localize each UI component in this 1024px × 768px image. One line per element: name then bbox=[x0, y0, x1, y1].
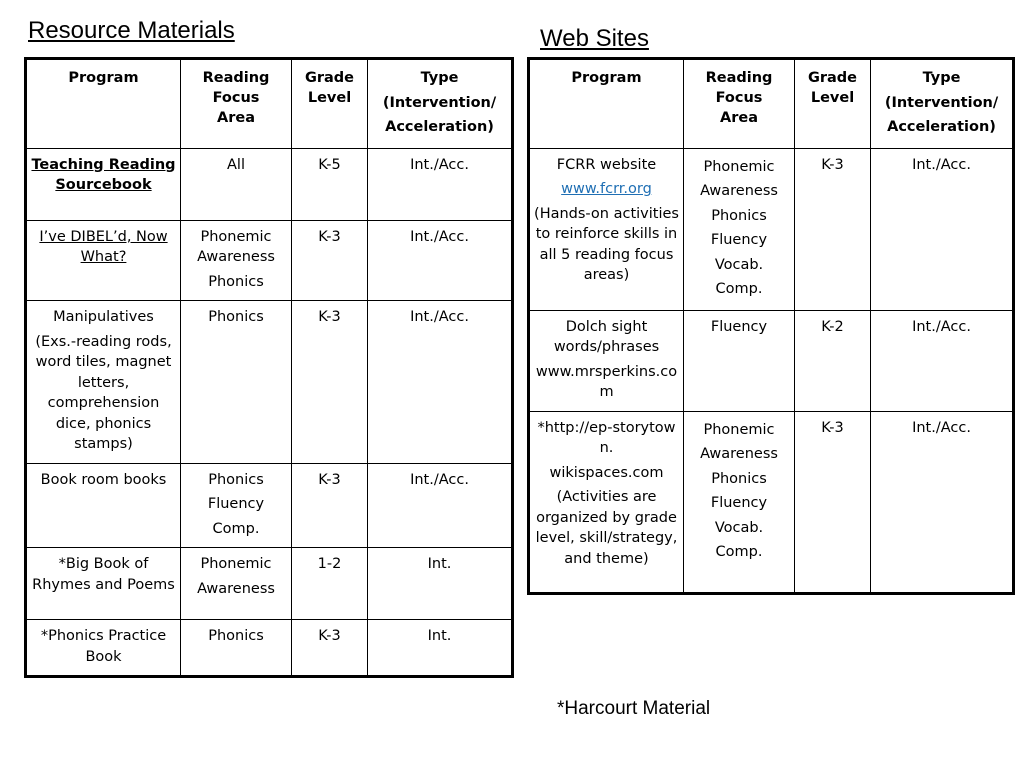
table-row bbox=[26, 148, 513, 220]
header-type-line: Type bbox=[922, 70, 961, 86]
cell-program bbox=[26, 548, 181, 620]
header-grade-line: Level bbox=[810, 90, 855, 106]
cell-type bbox=[871, 411, 1014, 593]
cell-area bbox=[181, 463, 292, 548]
header-area-line: Focus bbox=[212, 90, 260, 106]
grade-value: K-3 bbox=[318, 628, 341, 644]
grade-value: K-3 bbox=[318, 309, 341, 325]
program-description: (Activities are organized by grade level, skill/strategy, and theme) bbox=[535, 489, 678, 567]
area-value: Comp. bbox=[212, 520, 260, 537]
resource-materials-title: Resource Materials bbox=[28, 17, 235, 44]
table-row bbox=[529, 310, 1014, 411]
area-value: Fluency bbox=[710, 318, 768, 335]
grade-value: K-5 bbox=[318, 156, 341, 173]
header-grade-line: Grade bbox=[304, 70, 355, 86]
cell-area bbox=[181, 548, 292, 620]
harcourt-footnote: *Harcourt Material bbox=[557, 698, 711, 719]
area-value: Phonics bbox=[208, 309, 264, 325]
area-value: Vocab. bbox=[714, 256, 764, 273]
header-area-line: Reading bbox=[705, 70, 773, 86]
cell-grade bbox=[795, 411, 871, 593]
program-title: FCRR website bbox=[556, 156, 657, 173]
cell-area bbox=[181, 301, 292, 464]
table-row bbox=[529, 411, 1014, 593]
header-type-line: Type bbox=[420, 70, 459, 86]
program-title: *Phonics Practice Book bbox=[40, 628, 167, 665]
header-program bbox=[26, 59, 181, 149]
cell-grade bbox=[795, 148, 871, 310]
type-value: Int. bbox=[427, 556, 452, 572]
cell-program bbox=[529, 310, 684, 411]
website-url: wikispaces.com bbox=[549, 464, 664, 481]
cell-type bbox=[871, 310, 1014, 411]
header-reading-focus-area bbox=[684, 59, 795, 149]
cell-type bbox=[368, 548, 513, 620]
table-row bbox=[26, 548, 513, 620]
cell-type bbox=[368, 620, 513, 677]
header-program-label: Program bbox=[68, 70, 139, 86]
area-value: Phonics bbox=[208, 273, 264, 290]
table-row bbox=[26, 463, 513, 548]
cell-program bbox=[26, 301, 181, 464]
area-value: Awareness bbox=[700, 446, 778, 462]
header-grade-level bbox=[292, 59, 368, 149]
area-value: Phonemic Awareness bbox=[197, 228, 275, 265]
cell-type bbox=[368, 148, 513, 220]
header-program bbox=[529, 59, 684, 149]
cell-type bbox=[368, 463, 513, 548]
area-value: Fluency bbox=[710, 495, 768, 511]
area-value: Phonics bbox=[711, 470, 767, 487]
program-title: Dolch sight words/phrases bbox=[553, 318, 660, 355]
type-value: Int./Acc. bbox=[410, 471, 469, 488]
cell-area bbox=[684, 310, 795, 411]
type-value: Int./Acc. bbox=[410, 309, 469, 325]
area-value: Fluency bbox=[710, 232, 768, 248]
web-sites-title: Web Sites bbox=[540, 25, 649, 52]
area-value: Comp. bbox=[715, 281, 763, 297]
cell-area bbox=[181, 620, 292, 677]
cell-grade bbox=[292, 463, 368, 548]
header-type-line: Acceleration) bbox=[385, 119, 494, 135]
website-url: www.mrsperkins.com bbox=[535, 363, 678, 400]
cell-area bbox=[684, 411, 795, 593]
table-row bbox=[26, 301, 513, 464]
cell-program bbox=[26, 220, 181, 301]
area-value: Fluency bbox=[207, 496, 265, 512]
area-value: Phonemic bbox=[703, 421, 775, 438]
header-type bbox=[368, 59, 513, 149]
type-value: Int./Acc. bbox=[410, 228, 469, 245]
program-title: *Big Book of Rhymes and Poems bbox=[32, 556, 175, 593]
header-reading-focus-area bbox=[181, 59, 292, 149]
cell-area bbox=[181, 220, 292, 301]
header-type bbox=[871, 59, 1014, 149]
cell-type bbox=[368, 301, 513, 464]
header-type-line: Acceleration) bbox=[887, 119, 996, 135]
header-grade-level bbox=[795, 59, 871, 149]
cell-program bbox=[529, 411, 684, 593]
area-value: All bbox=[227, 156, 245, 173]
cell-type bbox=[871, 148, 1014, 310]
header-program-label: Program bbox=[571, 70, 642, 86]
header-type-line: (Intervention/ bbox=[884, 94, 999, 111]
table-row bbox=[26, 620, 513, 677]
area-value: Phonics bbox=[208, 471, 264, 488]
table-row bbox=[26, 220, 513, 301]
grade-value: K-3 bbox=[821, 156, 844, 173]
cell-program bbox=[529, 148, 684, 310]
cell-grade bbox=[292, 148, 368, 220]
cell-grade bbox=[795, 310, 871, 411]
type-value: Int./Acc. bbox=[912, 419, 971, 436]
table-header-row bbox=[26, 59, 513, 149]
program-title: Book room books bbox=[40, 471, 167, 488]
area-value: Vocab. bbox=[714, 519, 764, 536]
header-area-line: Area bbox=[720, 110, 758, 126]
area-value: Comp. bbox=[715, 544, 763, 560]
type-value: Int. bbox=[427, 628, 452, 644]
area-value: Phonics bbox=[208, 628, 264, 644]
cell-type bbox=[368, 220, 513, 301]
table-header-row bbox=[529, 59, 1014, 149]
type-value: Int./Acc. bbox=[410, 156, 469, 173]
header-area-line: Focus bbox=[715, 90, 763, 106]
area-value: Awareness bbox=[700, 183, 778, 199]
area-value: Phonemic bbox=[703, 158, 775, 175]
website-url: *http://ep-storytown. bbox=[537, 419, 676, 456]
header-area-line: Area bbox=[217, 110, 255, 126]
grade-value: K-2 bbox=[821, 318, 844, 335]
area-value: Phonemic bbox=[200, 556, 272, 572]
cell-area bbox=[684, 148, 795, 310]
resource-materials-table bbox=[24, 57, 514, 678]
table-row bbox=[529, 148, 1014, 310]
grade-value: 1-2 bbox=[317, 556, 342, 572]
type-value: Int./Acc. bbox=[912, 318, 971, 335]
header-type-line: (Intervention/ bbox=[382, 94, 497, 111]
area-value: Awareness bbox=[197, 580, 275, 597]
grade-value: K-3 bbox=[318, 228, 341, 245]
website-link[interactable]: www.fcrr.org bbox=[561, 181, 652, 197]
cell-grade bbox=[292, 548, 368, 620]
grade-value: K-3 bbox=[318, 471, 341, 488]
grade-value: K-3 bbox=[821, 419, 844, 436]
cell-grade bbox=[292, 301, 368, 464]
cell-program bbox=[26, 463, 181, 548]
cell-grade bbox=[292, 620, 368, 677]
web-sites-table bbox=[527, 57, 1015, 595]
program-description: (Exs.-reading rods, word tiles, magnet letters, comprehension dice, phonics stamps) bbox=[35, 333, 172, 452]
program-title: Teaching Reading Sourcebook bbox=[31, 156, 176, 193]
cell-area bbox=[181, 148, 292, 220]
cell-program bbox=[26, 148, 181, 220]
header-area-line: Reading bbox=[202, 70, 270, 86]
program-title: I’ve DIBEL’d, Now What? bbox=[39, 228, 168, 265]
program-title: Manipulatives bbox=[53, 309, 154, 325]
type-value: Int./Acc. bbox=[912, 156, 971, 173]
header-grade-line: Grade bbox=[807, 70, 858, 86]
area-value: Phonics bbox=[711, 207, 767, 224]
program-description: (Hands-on activities to reinforce skills in all 5 reading focus areas) bbox=[534, 205, 679, 283]
header-grade-line: Level bbox=[307, 90, 352, 106]
cell-grade bbox=[292, 220, 368, 301]
cell-program bbox=[26, 620, 181, 677]
